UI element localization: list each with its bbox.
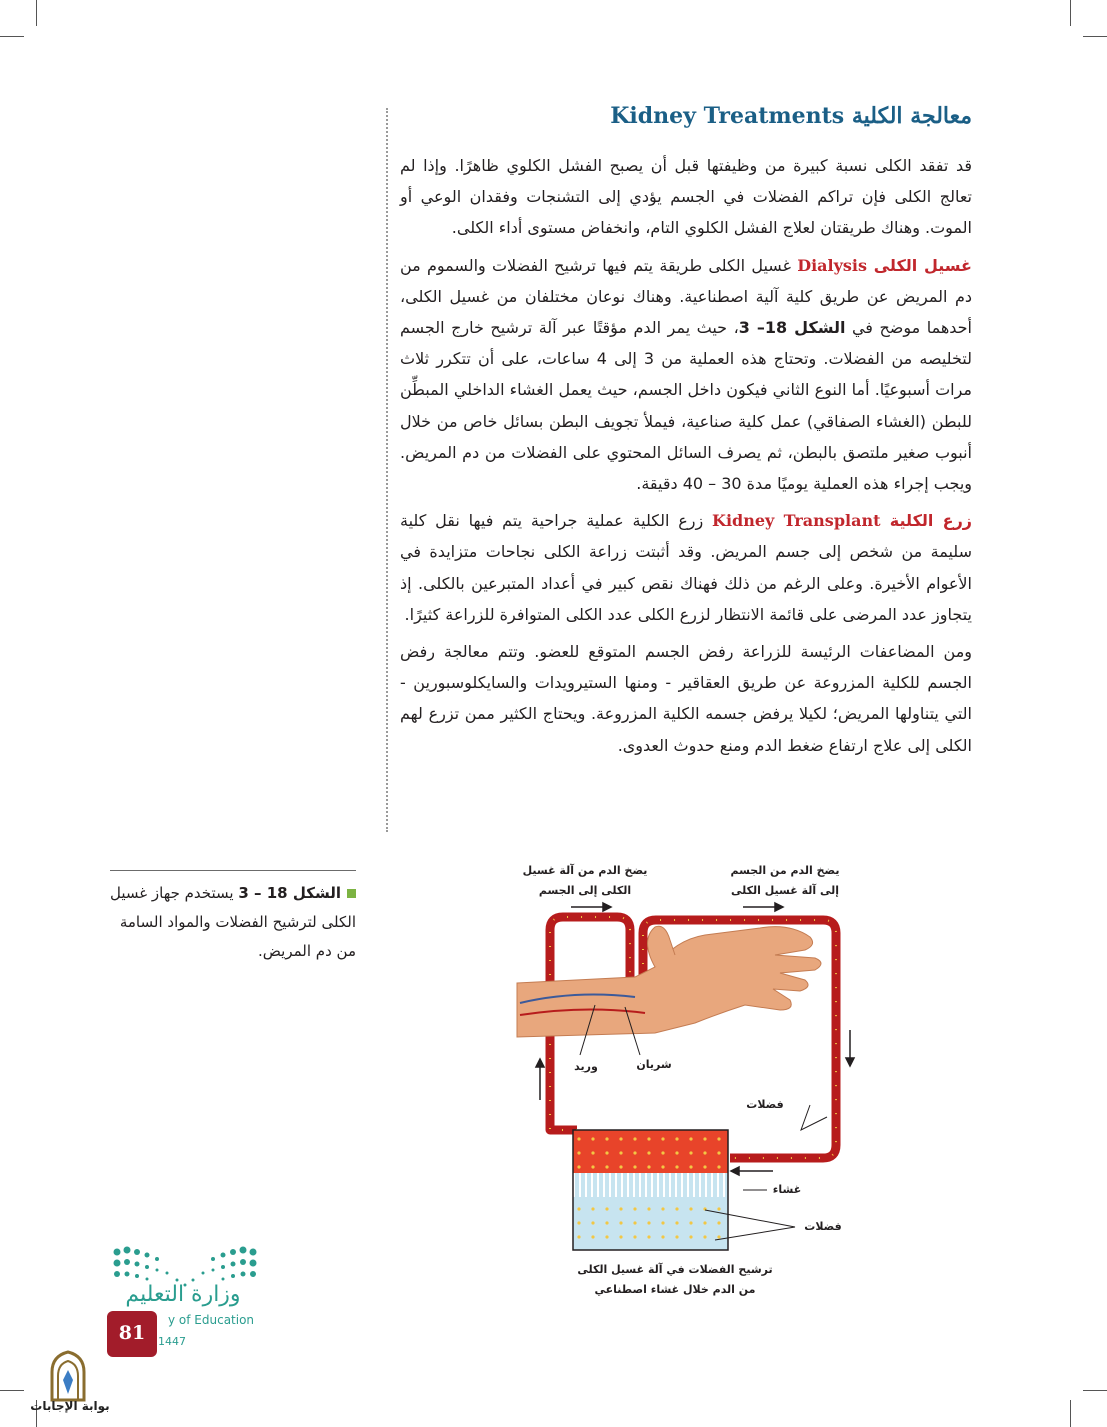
- label-pump-in: [720, 861, 850, 901]
- dialysis-term-ar: غسيل الكلى: [873, 255, 972, 275]
- crop-mark: [36, 0, 37, 26]
- ministry-name-english: y of Education: [168, 1313, 255, 1327]
- label-bottom-2: من الدم خلال غشاء اصطناعي: [594, 1283, 756, 1296]
- transplant-text: زرع الكلية عملية جراحية يتم فيها نقل كلية سليمة من شخص إلى جسم المريض. وقد أثبتت زراعة الكلى نجاحات متزايدة في الأعوام الأخيرة. وعلى الرغم من ذلك فهناك نقص كبير في أعداد المتبرعين بالكلى. إذ يتجاوز عدد المرضى على قائمة الانتظار لزرع الكلى عدد الكلى المتوافرة للزراعة كثيرًا.: [400, 511, 972, 624]
- section-heading: [400, 100, 972, 132]
- complications-paragraph: ومن المضاعفات الرئيسة للزراعة رفض الجسم المتوقع للعضو. وتتم معالجة رفض الجسم للكلية المزروعة عن طريق العقاقير - ومنها الستيرويدات والسايكلوسبورين - التي يتناولها المريض؛ لكيلا يرفض جسمه الكلية المزروعة. ويحتاج الكثير ممن تزرع لهم الكلى إلى علاج ارتفاع ضغط الدم ومنع حدوث العدوى.: [400, 642, 972, 755]
- label-bottom: [560, 1260, 790, 1300]
- figure-reference: الشكل 18– 3: [738, 318, 846, 338]
- main-text-column: [400, 100, 972, 767]
- label-pump-out-2: الكلى إلى الجسم: [538, 884, 632, 897]
- transplant-term: [712, 511, 972, 530]
- label-artery: شريان: [636, 1058, 672, 1071]
- label-membrane: غشاء: [772, 1183, 802, 1196]
- label-pump-in-2: إلى آلة غسيل الكلى: [730, 884, 840, 897]
- page-number: 81: [118, 1322, 146, 1344]
- dialysis-figure: [505, 855, 865, 1310]
- dialysis-term-en: Dialysis: [797, 255, 867, 275]
- label-vein: وريد: [574, 1060, 598, 1073]
- caption-bullet-icon: [347, 889, 356, 898]
- intro-paragraph: قد تفقد الكلى نسبة كبيرة من وظيفتها قبل أن يصبح الفشل الكلوي ظاهرًا. وإذا لم تعالج الكلى فإن تراكم الفضلات في الجسم يؤدي إلى التشنجات وفقدان الوعي أو الموت. وهناك طريقتان لعلاج الفشل الكلوي التام، وانخفاض مستوى أداء الكلى.: [400, 156, 972, 238]
- dialysis-diagram-svg: [505, 855, 865, 1310]
- caption-text: يستخدم جهاز غسيل الكلى لترشيح الفضلات والمواد السامة من دم المريض.: [110, 884, 356, 960]
- crop-mark: [1083, 1390, 1107, 1391]
- hand-arm-icon: [517, 926, 821, 1055]
- crop-mark: [0, 1390, 24, 1391]
- dialysis-term: [797, 256, 972, 275]
- label-waste-top: فضلات: [746, 1098, 784, 1111]
- dialysis-text-b: ، حيث يمر الدم مؤقتًا عبر آلة ترشيح خارج الجسم لتخليصه من الفضلات. وتحتاج هذه العملية من 3 إلى 4 ساعات، على أن تتكرر ثلاث مرات أسبوعيًا. أما النوع الثاني فيكون داخل الجسم، حيث يعمل الغشاء الداخلي المبطِّن للبطن (الغشاء الصفاقي) عمل كلية صناعية، فيملأ تجويف البطن بسائل خاص من خلال أنبوب صغير ملتصق بالبطن، ثم يصرف السائل المحتوي على الفضلات من دم المريض. ويجب إجراء هذه العملية يوميًا مدة 30 – 40 دقيقة.: [400, 318, 972, 494]
- dialysis-paragraph: [400, 250, 972, 500]
- transplant-paragraph: [400, 505, 972, 630]
- crop-mark: [1070, 0, 1071, 26]
- column-divider: [386, 108, 388, 832]
- transplant-term-ar: زرع الكلية: [889, 511, 973, 531]
- heading-arabic: معالجة الكلية: [851, 103, 972, 129]
- figure-caption: [110, 870, 356, 966]
- label-pump-out: [520, 861, 650, 901]
- crop-mark: [0, 36, 24, 37]
- ministry-name-arabic: وزارة التعليم: [125, 1282, 241, 1307]
- ministry-year: 1447: [158, 1335, 186, 1348]
- label-pump-out-1: يضخ الدم من آلة غسيل: [522, 864, 648, 877]
- dialysis-text-a: غسيل الكلى طريقة يتم فيها ترشيح الفضلات والسموم من دم المريض عن طريق كلية آلية اصطناعية. وهناك نوعان مختلفان من غسيل الكلى، أحدهما موضح في: [400, 255, 972, 338]
- caption-label: الشكل 18 – 3: [238, 884, 341, 902]
- label-bottom-1: ترشيح الفضلات في آلة غسيل الكلى: [577, 1263, 773, 1276]
- crop-mark: [1070, 1400, 1071, 1427]
- dialysis-chamber-icon: [573, 1130, 728, 1250]
- watermark-mosque-icon: [46, 1350, 90, 1402]
- label-waste-bottom: فضلات: [804, 1220, 842, 1233]
- watermark-text: بوابة الإجابات: [30, 1399, 110, 1413]
- transplant-term-en: Kidney Transplant: [712, 511, 881, 531]
- crop-mark: [1083, 36, 1107, 37]
- heading-english: Kidney Treatments: [610, 103, 845, 129]
- label-pump-in-1: يضخ الدم من الجسم: [730, 864, 840, 877]
